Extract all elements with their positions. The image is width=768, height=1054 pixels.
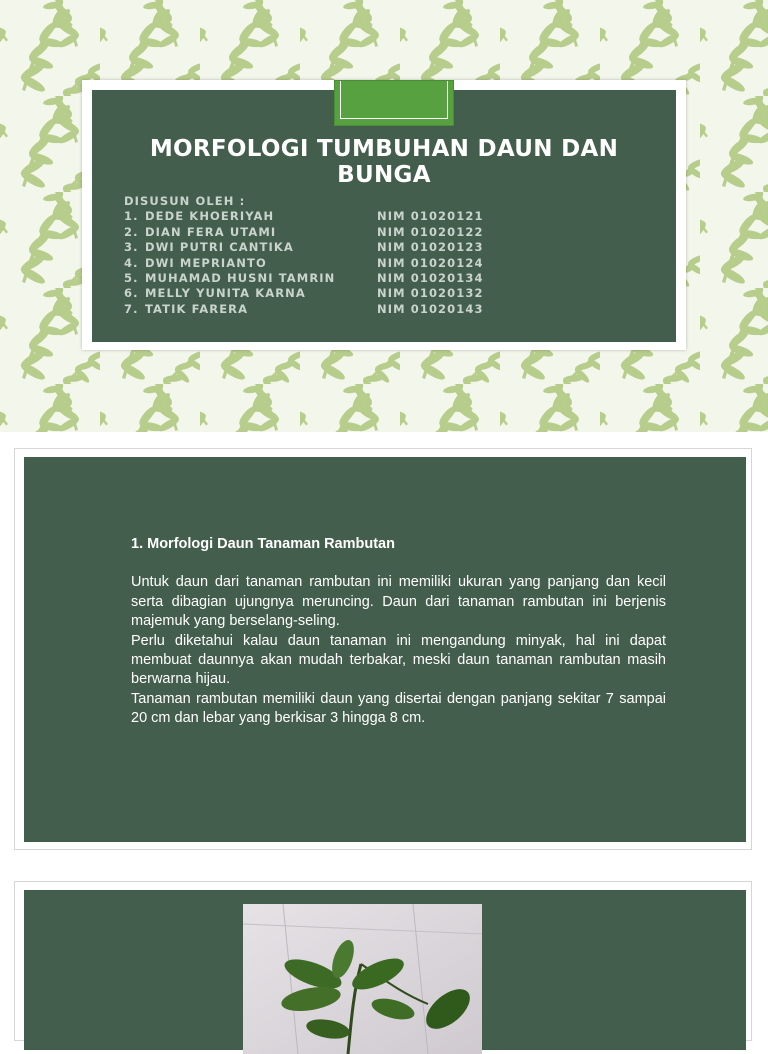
author-nim: NIM 01020132 xyxy=(377,286,484,301)
author-name: TATIK FARERA xyxy=(145,301,249,316)
image-slide xyxy=(14,881,752,1041)
author-row xyxy=(124,256,644,271)
author-nim: NIM 01020124 xyxy=(377,255,484,270)
author-name: MUHAMAD HUSNI TAMRIN xyxy=(145,270,336,285)
author-name: DWI MEPRIANTO xyxy=(145,255,267,270)
author-number: 3. xyxy=(124,240,139,255)
author-nim: NIM 01020123 xyxy=(377,240,484,255)
byline: DISUSUN OLEH : xyxy=(124,194,246,208)
title-panel xyxy=(92,90,676,342)
author-number: 6. xyxy=(124,286,139,301)
author-row xyxy=(124,271,644,286)
author-nim: NIM 01020134 xyxy=(377,270,484,285)
author-number: 7. xyxy=(124,301,139,316)
green-tab-decoration xyxy=(334,80,454,126)
leaf-image xyxy=(243,904,482,1054)
author-row xyxy=(124,225,644,240)
title-slide xyxy=(0,0,768,432)
author-row xyxy=(124,209,644,224)
author-name: DIAN FERA UTAMI xyxy=(145,224,277,239)
author-number: 1. xyxy=(124,209,139,224)
slide-body xyxy=(131,535,666,729)
image-panel xyxy=(24,890,746,1050)
author-list xyxy=(124,194,644,317)
author-number: 4. xyxy=(124,255,139,270)
author-name: DEDE KHOERIYAH xyxy=(145,209,275,224)
author-row xyxy=(124,286,644,301)
paragraph: Perlu diketahui kalau daun tanaman ini mengandung minyak, hal ini dapat membuat daunnya akan mudah terbakar, meski daun tanaman rambutan masih berwarna hijau. xyxy=(131,632,666,688)
author-nim: NIM 01020121 xyxy=(377,209,484,224)
rambutan-leaf-photo xyxy=(243,904,482,1054)
author-number: 2. xyxy=(124,224,139,239)
section-heading: 1. Morfologi Daun Tanaman Rambutan xyxy=(131,536,395,552)
author-nim: NIM 01020122 xyxy=(377,224,484,239)
author-name: MELLY YUNITA KARNA xyxy=(145,286,306,301)
author-row xyxy=(124,302,644,317)
author-number: 5. xyxy=(124,270,139,285)
title-card xyxy=(82,80,686,350)
presentation-title: MORFOLOGI TUMBUHAN DAUN DAN BUNGA xyxy=(149,136,619,188)
paragraph: Untuk daun dari tanaman rambutan ini memiliki ukuran yang panjang dan kecil serta dibagian ujungnya meruncing. Daun dari tanaman rambutan ini berjenis majemuk yang berselang-seling. xyxy=(131,574,666,630)
paragraph: Tanaman rambutan memiliki daun yang disertai dengan panjang sekitar 7 sampai 20 cm dan lebar yang berkisar 3 hingga 8 cm. xyxy=(131,690,666,727)
author-name: DWI PUTRI CANTIKA xyxy=(145,240,294,255)
content-panel xyxy=(24,457,746,842)
content-slide xyxy=(14,448,752,850)
author-row xyxy=(124,240,644,255)
author-nim: NIM 01020143 xyxy=(377,301,484,316)
